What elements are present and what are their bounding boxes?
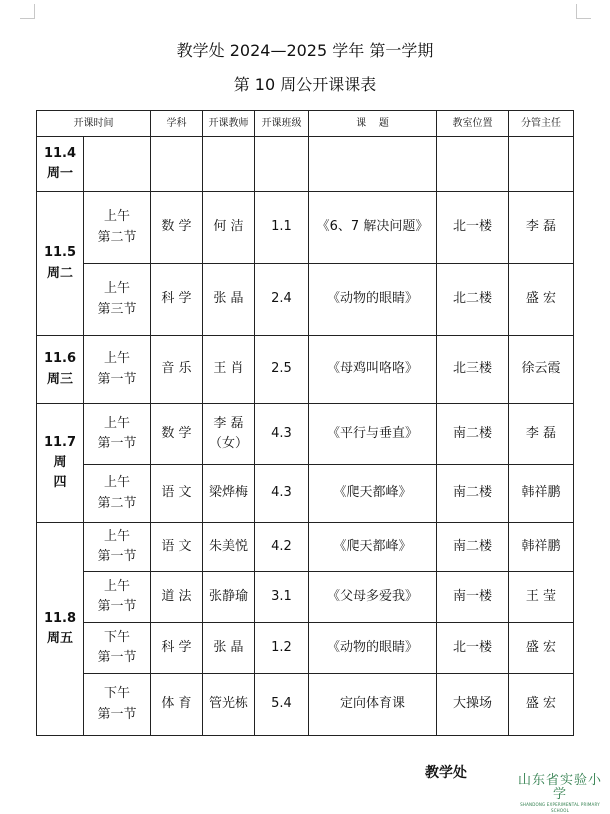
- class-cell: 2.4: [255, 264, 309, 336]
- table-row: [37, 674, 574, 736]
- document-subtitle: 第 10 周公开课课表: [233, 75, 377, 94]
- header-teacher: 开课教师: [203, 111, 255, 137]
- date-cell: 11.5 周二: [37, 192, 84, 336]
- time-cell: 上午 第一节: [84, 572, 151, 623]
- class-cell: 1.2: [255, 623, 309, 674]
- director-cell: 盛 宏: [509, 623, 574, 674]
- time-cell: 上午 第一节: [84, 404, 151, 465]
- teacher-cell: 梁烨梅: [203, 465, 255, 523]
- subject-cell: 科 学: [151, 623, 203, 674]
- topic-cell: 《平行与垂直》: [309, 404, 437, 465]
- date-cell: 11.8 周五: [37, 523, 84, 736]
- table-row: [37, 404, 574, 465]
- topic-cell: 《6、7 解决问题》: [309, 192, 437, 264]
- subject-cell: 语 文: [151, 523, 203, 572]
- schedule-table: [36, 110, 574, 736]
- topic-cell: 《父母多爱我》: [309, 572, 437, 623]
- room-cell: 北一楼: [437, 192, 509, 264]
- room-cell: 南二楼: [437, 465, 509, 523]
- header-class: 开课班级: [255, 111, 309, 137]
- room-cell: 北一楼: [437, 623, 509, 674]
- header-subject: 学科: [151, 111, 203, 137]
- subject-cell: 科 学: [151, 264, 203, 336]
- director-cell: 徐云霞: [509, 336, 574, 404]
- empty-cell: [309, 137, 437, 192]
- room-cell: 南二楼: [437, 404, 509, 465]
- director-cell: 王 莹: [509, 572, 574, 623]
- topic-cell: 《母鸡叫咯咯》: [309, 336, 437, 404]
- school-logo: [512, 773, 608, 813]
- room-cell: 大操场: [437, 674, 509, 736]
- teacher-cell: 张 晶: [203, 623, 255, 674]
- date-cell: 11.4 周一: [37, 137, 84, 192]
- teacher-cell: 张 晶: [203, 264, 255, 336]
- table-row: [37, 465, 574, 523]
- time-cell: 上午 第一节: [84, 523, 151, 572]
- table-row: [37, 192, 574, 264]
- subject-cell: 语 文: [151, 465, 203, 523]
- director-cell: 韩祥鹏: [509, 465, 574, 523]
- logo-cn: 山东省实验小学: [517, 773, 602, 802]
- table-row: [37, 264, 574, 336]
- director-cell: 韩祥鹏: [509, 523, 574, 572]
- header-room: 教室位置: [437, 111, 509, 137]
- empty-cell: [437, 137, 509, 192]
- director-cell: 李 磊: [509, 192, 574, 264]
- date-cell: 11.7 周 四: [37, 404, 84, 523]
- empty-cell: [255, 137, 309, 192]
- table-row: [37, 336, 574, 404]
- room-cell: 南二楼: [437, 523, 509, 572]
- empty-cell: [203, 137, 255, 192]
- table-row: [37, 523, 574, 572]
- room-cell: 北三楼: [437, 336, 509, 404]
- topic-cell: 《动物的眼睛》: [309, 264, 437, 336]
- class-cell: 4.3: [255, 465, 309, 523]
- date-cell: 11.6 周三: [37, 336, 84, 404]
- subject-cell: 道 法: [151, 572, 203, 623]
- table-row: [37, 572, 574, 623]
- subject-cell: 数 学: [151, 404, 203, 465]
- topic-cell: 《动物的眼睛》: [309, 623, 437, 674]
- document-title: 教学处 2024—2025 学年 第一学期: [176, 41, 434, 60]
- time-cell: 上午 第一节: [84, 336, 151, 404]
- class-cell: 1.1: [255, 192, 309, 264]
- table-row: [37, 137, 574, 192]
- time-cell: 上午 第二节: [84, 192, 151, 264]
- teacher-cell: 张静瑜: [203, 572, 255, 623]
- table-row: [37, 623, 574, 674]
- subject-cell: 体 育: [151, 674, 203, 736]
- time-cell: 下午 第一节: [84, 674, 151, 736]
- crop-mark-left: [20, 4, 35, 19]
- director-cell: 李 磊: [509, 404, 574, 465]
- class-cell: 2.5: [255, 336, 309, 404]
- class-cell: 4.3: [255, 404, 309, 465]
- teacher-cell: 朱美悦: [203, 523, 255, 572]
- teacher-cell: 王 肖: [203, 336, 255, 404]
- time-cell: 上午 第二节: [84, 465, 151, 523]
- teacher-cell: 李 磊 （女）: [203, 404, 255, 465]
- subject-cell: 音 乐: [151, 336, 203, 404]
- teacher-cell: 管光栋: [203, 674, 255, 736]
- class-cell: 4.2: [255, 523, 309, 572]
- time-cell: 下午 第一节: [84, 623, 151, 674]
- header-director: 分管主任: [509, 111, 574, 137]
- director-cell: 盛 宏: [509, 674, 574, 736]
- header-topic: 课 题: [309, 111, 437, 137]
- class-cell: 3.1: [255, 572, 309, 623]
- footer-signature: 教学处: [425, 765, 467, 781]
- topic-cell: 《爬天都峰》: [309, 523, 437, 572]
- header-row: [37, 111, 574, 137]
- class-cell: 5.4: [255, 674, 309, 736]
- empty-cell: [151, 137, 203, 192]
- room-cell: 北二楼: [437, 264, 509, 336]
- teacher-cell: 何 洁: [203, 192, 255, 264]
- header-time: 开课时间: [37, 111, 151, 137]
- director-cell: 盛 宏: [509, 264, 574, 336]
- logo-en: SHANDONG EXPERIMENTAL PRIMARY SCHOOL: [520, 802, 600, 813]
- room-cell: 南一楼: [437, 572, 509, 623]
- topic-cell: 定向体育课: [309, 674, 437, 736]
- empty-cell: [509, 137, 574, 192]
- time-cell: 上午 第三节: [84, 264, 151, 336]
- empty-cell: [84, 137, 151, 192]
- subject-cell: 数 学: [151, 192, 203, 264]
- crop-mark-right: [576, 4, 591, 19]
- topic-cell: 《爬天都峰》: [309, 465, 437, 523]
